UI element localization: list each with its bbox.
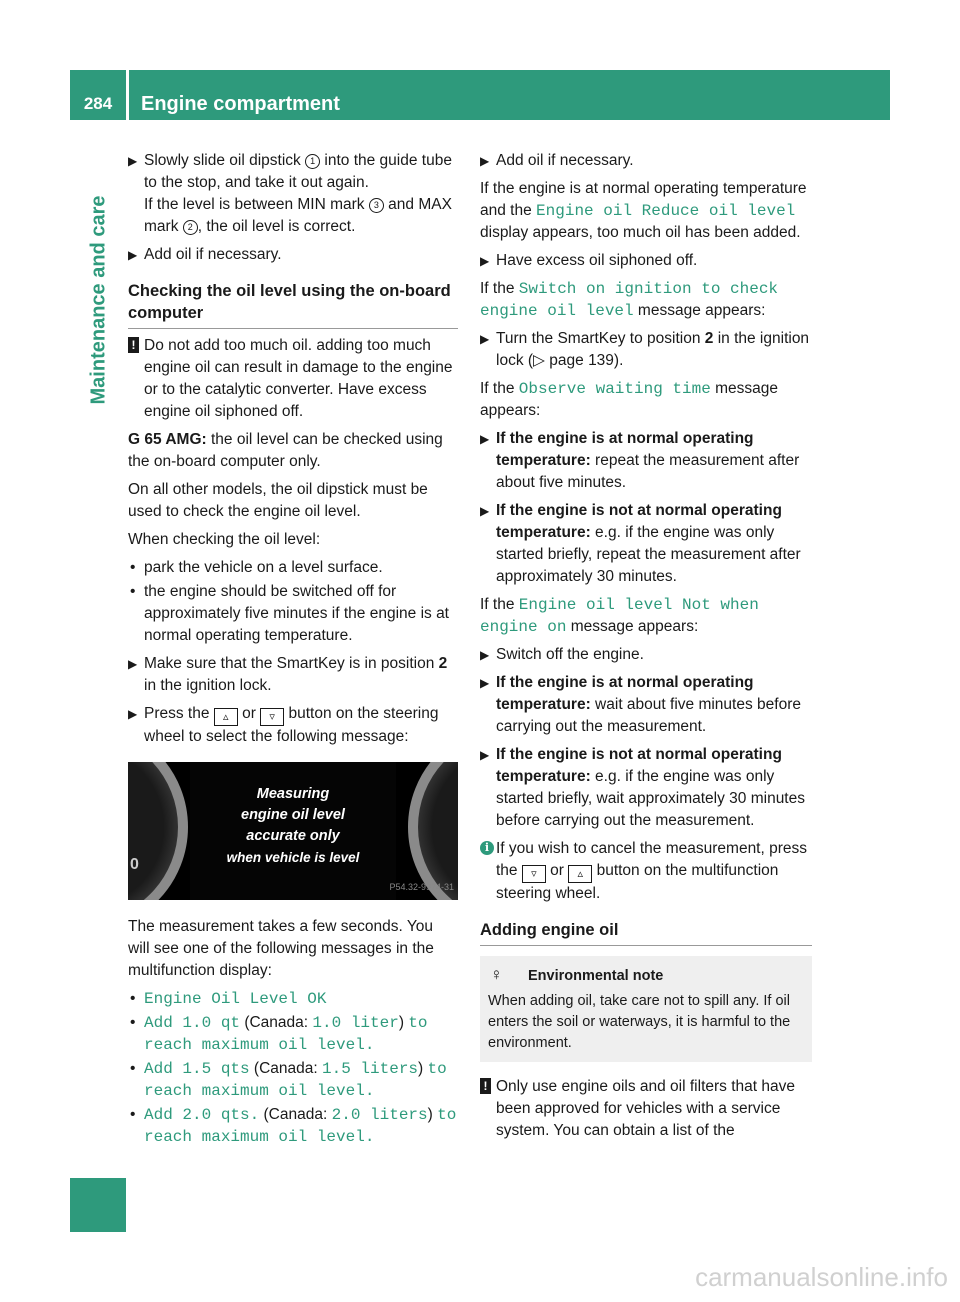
- instruction-step: ▶ Switch off the engine.: [480, 644, 812, 666]
- step-arrow-icon: ▶: [480, 648, 490, 662]
- display-message: Engine Oil Level OK: [144, 990, 327, 1008]
- instruction-step: ▶ If the engine is at normal operating temperature: wait about five minutes before carrying out the measurement.: [480, 674, 801, 735]
- display-message: Engine oil level Not when engine on: [480, 596, 759, 636]
- display-photo: [128, 762, 458, 900]
- step-arrow-icon: ▶: [128, 707, 138, 721]
- info-note: i If you wish to cancel the measurement, press the ▿ or ▵ button on the multifunction steering wheel.: [480, 838, 812, 905]
- step-arrow-icon: ▶: [480, 676, 490, 690]
- warning-note: ! Only use engine oils and oil filters that have been approved for vehicles with a service system. You can obtain a list of the: [480, 1076, 812, 1142]
- bullet-icon: •: [130, 559, 136, 576]
- instruction-step: ▶ If the engine is not at normal operating temperature: e.g. if the engine was only started briefly, wait approximately 30 minutes before carrying out the measurement.: [480, 746, 805, 829]
- environmental-note-box: [480, 956, 812, 1062]
- bullet-icon: •: [130, 1106, 136, 1123]
- paragraph: G 65 AMG: the oil level can be checked using the on-board computer only.: [128, 431, 443, 470]
- instruction-step: ▶ If the engine is at normal operating temperature: repeat the measurement after about five minutes.: [480, 430, 800, 491]
- down-button-icon: ▿: [260, 708, 284, 726]
- instruction-step: ▶ Make sure that the SmartKey is in position 2 in the ignition lock.: [128, 655, 448, 694]
- header-separator: [126, 70, 129, 120]
- side-section-label: Maintenance and care: [87, 195, 110, 405]
- display-message: Observe waiting time: [518, 380, 711, 398]
- step-arrow-icon: ▶: [480, 254, 490, 268]
- gauge-tick-label: 0: [130, 856, 139, 873]
- instruction-step: ▶ Turn the SmartKey to position 2 in the ignition lock (▷ page 139).: [480, 330, 810, 369]
- step-arrow-icon: ▶: [128, 248, 138, 262]
- display-message: Engine oil Reduce oil level: [536, 202, 796, 220]
- instruction-step: ▶ Have excess oil siphoned off.: [480, 250, 812, 272]
- paragraph: If the Observe waiting time message appears:: [480, 380, 779, 419]
- section-heading: Checking the oil level using the on-board computer: [128, 280, 458, 329]
- paragraph: If the Switch on ignition to check engine oil level message appears:: [480, 280, 779, 320]
- image-code: P54.32-9974-31: [389, 882, 454, 892]
- step-arrow-icon: ▶: [128, 154, 138, 168]
- list-item: • Add 1.5 qts (Canada: 1.5 liters) to reach maximum oil level.: [130, 1060, 447, 1100]
- up-button-icon: ▵: [568, 865, 592, 883]
- instruction-step: ▶ Slowly slide oil dipstick 1 into the guide tube to the stop, and take it out again. If the level is between MIN mark 3 and MAX mark 2 , the oil level is correct.: [128, 152, 452, 235]
- bullet-icon: •: [130, 1014, 136, 1031]
- list-item: • park the vehicle on a level surface.: [128, 557, 458, 579]
- bullet-icon: •: [130, 990, 136, 1007]
- display-message: Switch on ignition to check engine oil level: [480, 280, 779, 320]
- page-ref-icon: ▷: [533, 352, 545, 369]
- paragraph: If the Engine oil level Not when engine on message appears:: [480, 596, 759, 636]
- step-arrow-icon: ▶: [480, 332, 490, 346]
- paragraph: If the engine is at normal operating temperature and the Engine oil Reduce oil level display appears, too much oil has been added.: [480, 180, 807, 241]
- list-item: [128, 988, 458, 1010]
- env-note-text: When adding oil, take care not to spill any. If oil enters the soil or waterways, it is harmful to the environment.: [488, 993, 791, 1051]
- step-arrow-icon: ▶: [480, 748, 490, 762]
- bullet-icon: •: [130, 583, 136, 600]
- list-item: • the engine should be switched off for approximately five minutes if the engine is at normal operating temperature.: [130, 583, 449, 644]
- callout-3-icon: 3: [369, 198, 384, 213]
- list-item: • Add 1.0 qt (Canada: 1.0 liter) to reach maximum oil level.: [130, 1014, 428, 1054]
- warning-icon: !: [128, 337, 139, 353]
- instruction-step: ▶ Add oil if necessary.: [480, 150, 812, 172]
- warning-icon: !: [480, 1078, 491, 1094]
- instruction-step: ▶ If the engine is not at normal operating temperature: e.g. if the engine was only started briefly, repeat the measurement after approximately 30 minutes.: [480, 502, 801, 585]
- multifunction-display: Measuring engine oil level accurate only when vehicle is level: [190, 762, 396, 900]
- bullet-icon: •: [130, 1060, 136, 1077]
- paragraph: The measurement takes a few seconds. You will see one of the following messages in the multifunction display:: [128, 918, 434, 979]
- left-column: [128, 150, 458, 1150]
- env-note-title: ♀ Environmental note: [490, 965, 664, 984]
- paragraph: When checking the oil level:: [128, 531, 321, 548]
- step-arrow-icon: ▶: [480, 504, 490, 518]
- info-icon: i: [480, 841, 494, 855]
- instruction-step: ▶ Press the ▵ or ▿ button on the steering wheel to select the following message:: [128, 705, 439, 745]
- step-arrow-icon: ▶: [480, 154, 490, 168]
- instruction-step: ▶ Add oil if necessary.: [128, 244, 458, 266]
- site-watermark: carmanualsonline.info: [695, 1262, 948, 1292]
- page-number: 284: [83, 94, 113, 113]
- right-column: [480, 150, 812, 1148]
- environment-bulb-icon: ♀: [490, 965, 503, 984]
- page-title: Engine compartment: [141, 93, 340, 115]
- warning-note: ! Do not add too much oil. adding too much engine oil can result in damage to the engine or to the catalytic converter. Have excess engine oil siphoned off.: [128, 335, 458, 423]
- section-heading: Adding engine oil: [480, 919, 812, 946]
- callout-1-icon: 1: [305, 154, 320, 169]
- step-arrow-icon: ▶: [480, 432, 490, 446]
- left-gauge: [128, 762, 188, 900]
- up-button-icon: ▵: [214, 708, 238, 726]
- step-arrow-icon: ▶: [128, 657, 138, 671]
- side-tab-marker: [70, 1178, 126, 1232]
- down-button-icon: ▿: [522, 865, 546, 883]
- callout-2-icon: 2: [183, 220, 198, 235]
- list-item: • Add 2.0 qts. (Canada: 2.0 liters) to reach maximum oil level.: [130, 1106, 457, 1146]
- paragraph: On all other models, the oil dipstick must be used to check the engine oil level.: [128, 481, 428, 520]
